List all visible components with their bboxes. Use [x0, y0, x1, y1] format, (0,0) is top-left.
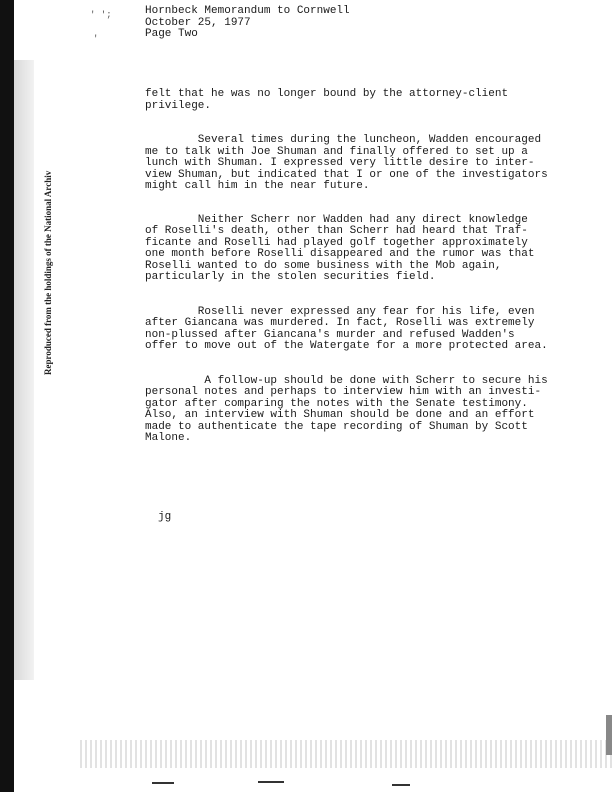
header-title: Hornbeck Memorandum to Cornwell	[145, 5, 350, 17]
text-line: might call him in the near future.	[145, 180, 370, 192]
header-page: Page Two	[145, 28, 198, 40]
text-line: Roselli never expressed any fear for his life, even	[145, 305, 535, 318]
paragraph-4	[145, 307, 612, 353]
text-line: view Shuman, but indicated that I or one of the investigators	[145, 168, 548, 181]
text-line: gator after comparing the notes with the Senate testimony.	[145, 397, 528, 410]
scan-edge-grey	[14, 60, 34, 680]
scan-edge-shadow	[0, 0, 14, 792]
paragraph-2	[145, 135, 612, 193]
scan-noise-bottom	[80, 740, 612, 768]
archive-stamp: Reproduced from the holdings of the National Archiv	[43, 170, 53, 375]
text-line: Malone.	[145, 432, 192, 444]
text-line: felt that he was no longer bound by the attorney-client	[145, 88, 509, 100]
text-line: of Roselli's death, other than Scherr had heard that Traf-	[145, 225, 528, 237]
scan-marks-bottom	[0, 768, 612, 792]
text-line: me to talk with Joe Shuman and finally offered to set up a	[145, 145, 528, 158]
scan-marks-top: ' ';	[90, 10, 112, 20]
text-line: made to authenticate the tape recording of Shuman by Scott	[145, 420, 528, 433]
scan-marks-side: '	[93, 34, 99, 44]
scan-dash	[258, 781, 284, 783]
header-date: October 25, 1977	[145, 16, 251, 29]
text-line: after Giancana was murdered. In fact, Roselli was extremely	[145, 317, 535, 329]
text-line: ficante and Roselli had played golf together approximately	[145, 236, 528, 249]
text-line: particularly in the stolen securities field.	[145, 271, 436, 283]
text-line: Several times during the luncheon, Wadden encouraged	[145, 134, 542, 146]
paragraph-1	[145, 89, 612, 112]
text-line: lunch with Shuman. I expressed very little desire to inter-	[145, 157, 535, 169]
typist-initials: jg	[158, 511, 172, 523]
scan-edge-right	[606, 715, 612, 755]
text-line: A follow-up should be done with Scherr to secure his	[145, 374, 548, 387]
text-line: Roselli wanted to do some business with the Mob again,	[145, 259, 502, 272]
text-line: personal notes and perhaps to interview him with an investi-	[145, 386, 542, 398]
text-line: one month before Roselli disappeared and the rumor was that	[145, 248, 535, 260]
text-line: offer to move out of the Watergate for a more protected area.	[145, 340, 548, 352]
text-line: Also, an interview with Shuman should be done and an effort	[145, 409, 535, 421]
text-line: non-plussed after Giancana's murder and refused Wadden's	[145, 328, 515, 341]
scan-dash	[392, 784, 410, 786]
paragraph-5	[145, 376, 612, 445]
text-line: privilege.	[145, 99, 212, 112]
memo-header	[145, 6, 350, 41]
memo-body	[145, 89, 612, 468]
paragraph-3	[145, 215, 612, 284]
text-line: Neither Scherr nor Wadden had any direct knowledge	[145, 213, 528, 226]
scan-dash	[152, 782, 174, 784]
